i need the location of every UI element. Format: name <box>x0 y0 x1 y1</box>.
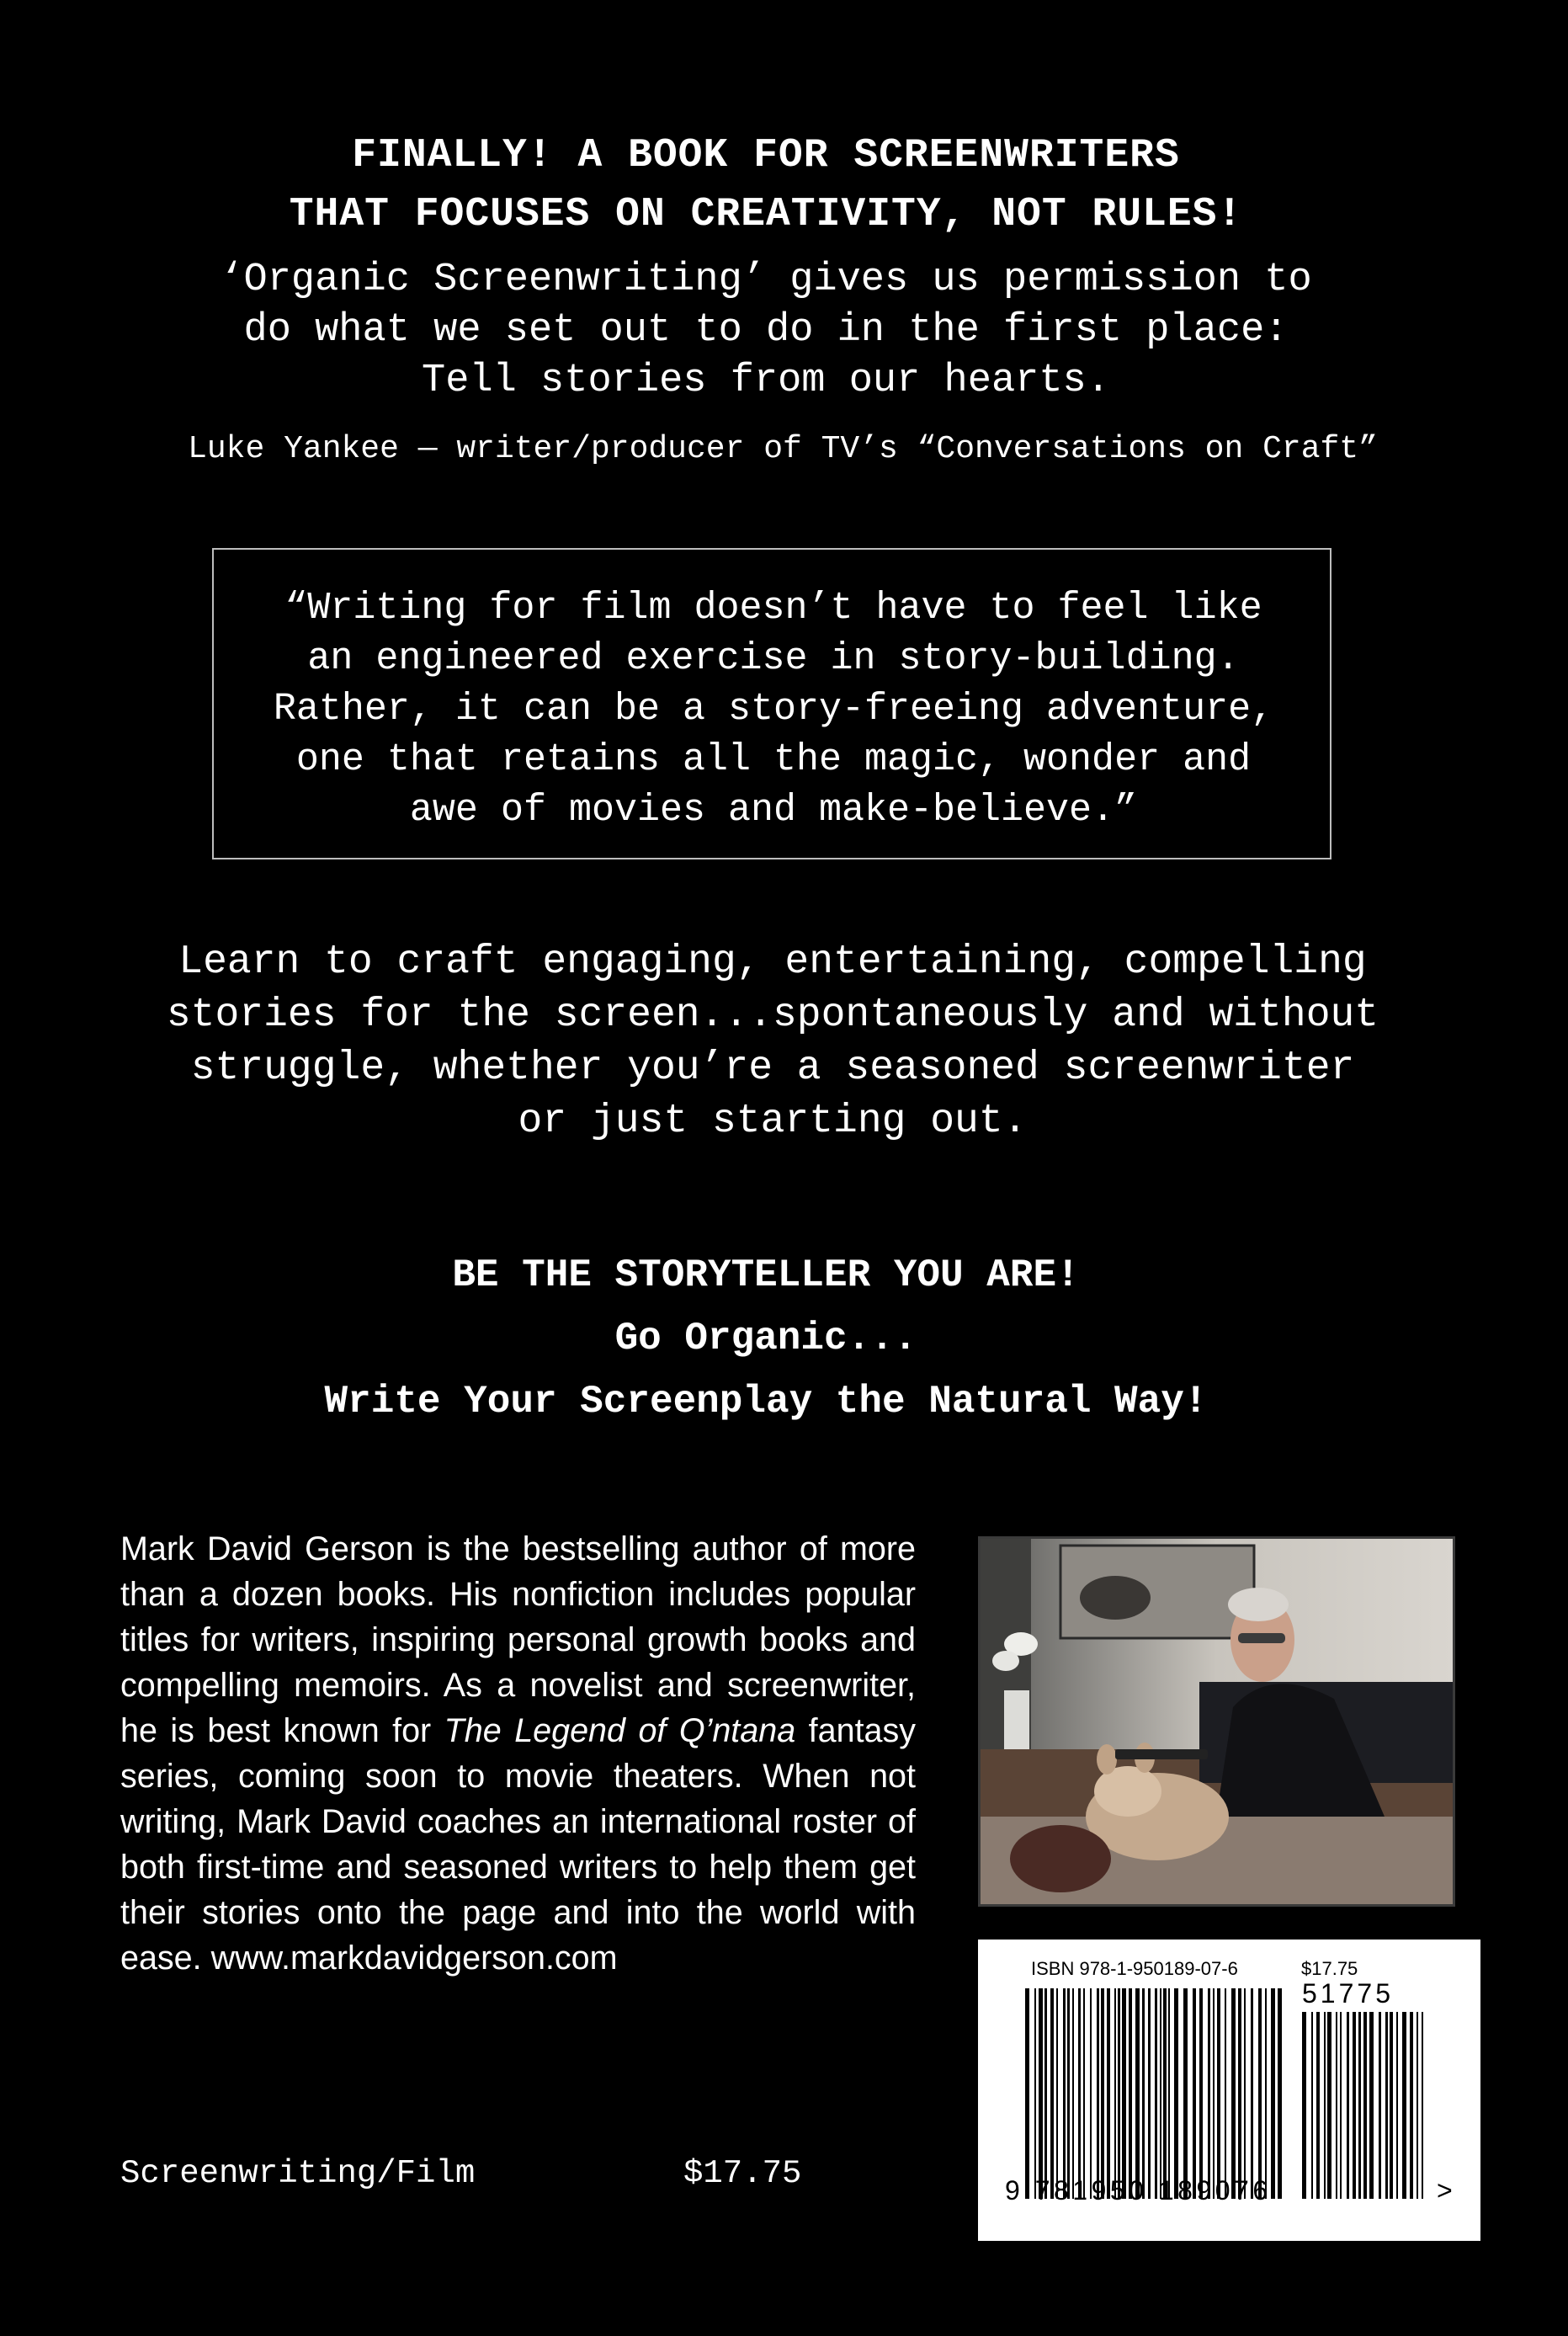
barcode-bar <box>1107 1988 1110 2199</box>
description-line: or just starting out. <box>518 1099 1028 1144</box>
barcode-addon-digits: 51775 <box>1302 1978 1394 2009</box>
barcode-bar <box>1265 1988 1267 2199</box>
barcode-bar <box>1353 2012 1356 2199</box>
barcode-bar <box>1044 1988 1047 2199</box>
barcode-bar <box>1148 1988 1151 2199</box>
barcode-bar <box>1155 1988 1157 2199</box>
barcode-bar <box>1410 2012 1413 2199</box>
description <box>0 936 1545 1148</box>
barcode-bar <box>1129 1988 1132 2199</box>
barcode-bar <box>1067 1988 1070 2199</box>
barcode-bar <box>1122 1988 1126 2199</box>
author-bio <box>120 1526 916 1981</box>
quote-line: an engineered exercise in story-building. <box>307 637 1240 680</box>
barcode-bar <box>1340 2012 1342 2199</box>
barcode-bar <box>1225 1988 1226 2199</box>
barcode-bar <box>1385 2012 1388 2199</box>
barcode-bar <box>1271 1988 1275 2199</box>
barcode-bar <box>1358 2012 1361 2199</box>
quote-line: Rather, it can be a story-freeing adventure, <box>273 688 1274 731</box>
barcode-bar <box>1039 1988 1043 2199</box>
barcode-bar <box>1199 1988 1203 2199</box>
price-label: $17.75 <box>683 2155 802 2192</box>
series-title: The Legend of Q’ntana <box>444 1712 796 1749</box>
barcode-bar <box>1278 1988 1282 2199</box>
barcode-bar <box>1347 2012 1349 2199</box>
barcode-bar <box>1213 1988 1215 2199</box>
praise-line: ‘Organic Screenwriting’ gives us permission to <box>220 258 1312 302</box>
barcode-bar <box>1050 1988 1054 2199</box>
barcode-bar <box>1078 1988 1081 2199</box>
barcode-bar <box>1363 2012 1367 2199</box>
headline <box>0 126 1532 244</box>
quote-box <box>212 548 1331 859</box>
description-line: struggle, whether you’re a seasoned screenwriter <box>190 1046 1355 1091</box>
barcode-bar <box>1422 2012 1423 2199</box>
barcode-bar <box>1251 1988 1253 2199</box>
barcode-bar <box>1402 2012 1406 2199</box>
barcode-bar <box>1083 1988 1085 2199</box>
barcode-bar <box>1063 1988 1066 2199</box>
barcode-bar <box>1231 1988 1236 2199</box>
quote-line: awe of movies and make-believe.” <box>409 789 1138 832</box>
praise-line: do what we set out to do in the first place: <box>243 308 1289 353</box>
barcode-bar <box>1118 1988 1120 2199</box>
tagline-line-2: Go Organic... <box>614 1317 917 1360</box>
author-photo-illustration <box>981 1539 1453 1904</box>
description-line: stories for the screen...spontaneously and without <box>166 992 1379 1038</box>
category-label: Screenwriting/Film <box>120 2155 476 2192</box>
barcode-bar <box>1168 1988 1170 2199</box>
bio-text: fantasy series, coming soon to movie theaters. When not writing, Mark David coaches an international roster of both first-time and seasoned writers to help them get their stories onto the page and into the world with ease. www.markdavidgerson.com <box>120 1712 917 1977</box>
barcode-bar <box>1369 2012 1374 2199</box>
barcode-bar <box>1396 2012 1398 2199</box>
addon-barcode <box>1302 2012 1423 2199</box>
barcode-bar <box>1097 1988 1099 2199</box>
barcode-box <box>978 1940 1480 2241</box>
tagline-line-3: Write Your Screenplay the Natural Way! <box>324 1380 1208 1423</box>
barcode-bar <box>1390 2012 1393 2199</box>
barcode-bar <box>1034 1988 1036 2199</box>
barcode-bar <box>1174 1988 1178 2199</box>
quote-line: one that retains all the magic, wonder and <box>295 738 1252 781</box>
tagline-line-1: BE THE STORYTELLER YOU ARE! <box>452 1253 1080 1297</box>
barcode-price: $17.75 <box>1301 1958 1358 1979</box>
barcode-arrow: > <box>1437 2175 1453 2206</box>
barcode-bar <box>1183 1988 1188 2199</box>
barcode-bar <box>1101 1988 1104 2199</box>
barcode-digits: 9 781950 189076 <box>1005 2175 1272 2206</box>
barcode-bar <box>1193 1988 1196 2199</box>
praise-attribution: Luke Yankee — writer/producer of TV’s “Conversations on Craft” <box>188 431 1378 467</box>
headline-line-1: FINALLY! A BOOK FOR SCREENWRITERS <box>352 133 1180 178</box>
barcode-bar <box>1417 2012 1418 2199</box>
barcode-bar <box>1090 1988 1092 2199</box>
description-line: Learn to craft engaging, entertaining, compelling <box>178 939 1367 985</box>
barcode-bar <box>1135 1988 1140 2199</box>
headline-line-2: THAT FOCUSES ON CREATIVITY, NOT RULES! <box>289 192 1243 237</box>
barcode-bar <box>1379 2012 1381 2199</box>
barcode-bar <box>1311 2012 1313 2199</box>
barcode-bar <box>1327 2012 1331 2199</box>
bio-text: Mark David Gerson is the bestselling author of more than a dozen books. His nonfiction includes popular titles for writers, inspiring personal growth books and compelling memoirs. As a novelist and screenwriter, he is best known for <box>120 1530 916 1749</box>
quote-line: “Writing for film doesn’t have to feel like <box>284 587 1262 630</box>
tagline <box>0 1244 1532 1434</box>
barcode-bar <box>1208 1988 1210 2199</box>
barcode-bar <box>1302 2012 1306 2199</box>
author-photo <box>978 1536 1455 1907</box>
barcode-bar <box>1056 1988 1058 2199</box>
isbn-label: ISBN 978-1-950189-07-6 <box>1031 1958 1238 1979</box>
barcode-bar <box>1072 1988 1074 2199</box>
praise-line: Tell stories from our hearts. <box>422 359 1110 403</box>
barcode-bar <box>1217 1988 1220 2199</box>
barcode-bar <box>1025 1988 1029 2199</box>
barcode-bar <box>1316 2012 1320 2199</box>
barcode-bar <box>1238 1988 1241 2199</box>
barcode-bar <box>1163 1988 1167 2199</box>
barcode-bar <box>1114 1988 1116 2199</box>
barcode-bar <box>1258 1988 1262 2199</box>
quote-text <box>214 583 1333 836</box>
main-barcode <box>1025 1988 1282 2199</box>
praise-quote <box>0 255 1532 407</box>
barcode-bar <box>1324 2012 1326 2199</box>
barcode-bar <box>1160 1988 1161 2199</box>
barcode-bar <box>1142 1988 1145 2199</box>
barcode-bar <box>1244 1988 1246 2199</box>
barcode-bar <box>1336 2012 1337 2199</box>
